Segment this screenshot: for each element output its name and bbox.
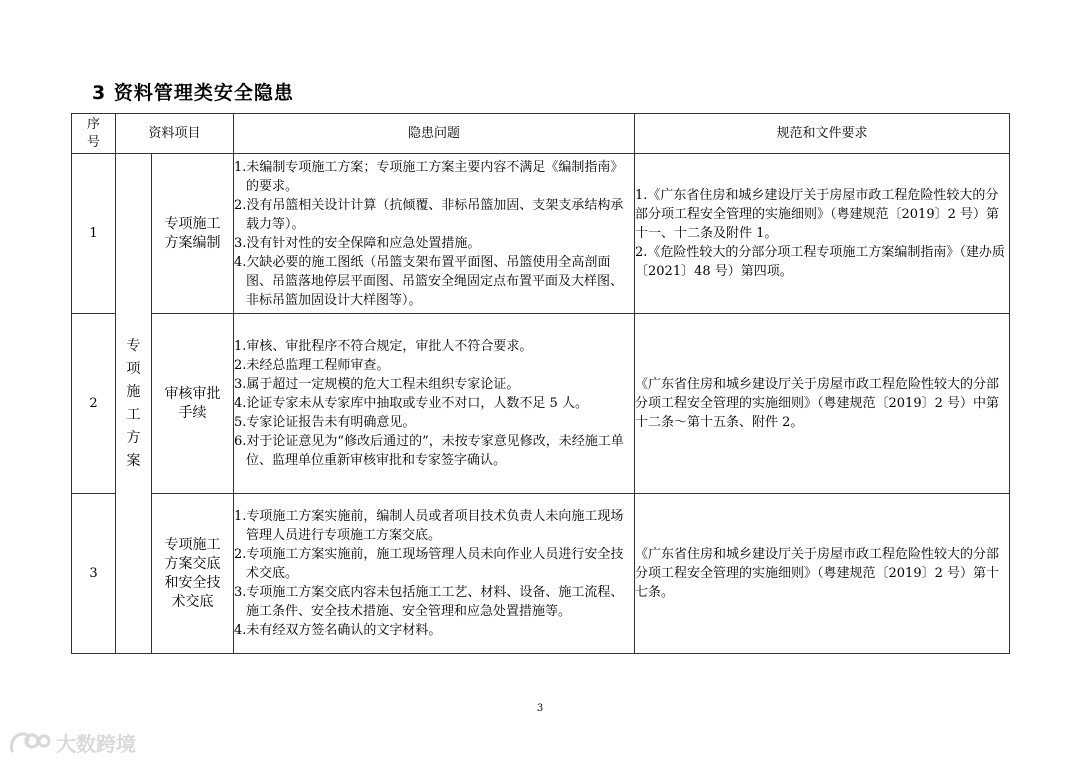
standard-item: 《广东省住房和城乡建设厅关于房屋市政工程危险性较大的分部分项工程安全管理的实施细则》（粤建规范〔2019〕2 号）中第十二条～第十五条、附件 2。	[635, 377, 1000, 430]
hazard-table	[71, 113, 1010, 654]
header-no: 序号	[72, 114, 116, 154]
item-name: 审核审批手续	[164, 385, 221, 421]
watermark	[8, 728, 136, 757]
row-number: 3	[72, 494, 116, 654]
issue-item: 2.未经总监理工程师审查。	[234, 358, 390, 373]
issues-cell	[234, 154, 635, 314]
standard-item: 1.《广东省住房和城乡建设厅关于房屋市政工程危险性较大的分部分项工程安全管理的实施细则》（粤建规范〔2019〕2 号）第十一、十二条及附件 1。	[635, 188, 1000, 241]
watermark-text: 大数跨境	[56, 732, 136, 756]
issue-item: 4.欠缺必要的施工图纸（吊篮支架布置平面图、吊篮使用全高剖面图、吊篮落地停层平面图、吊篮安全绳固定点布置平面及大样图、非标吊篮加固设计大样图等）。	[234, 254, 624, 308]
issue-item: 2.专项施工方案实施前，施工现场管理人员未向作业人员进行安全技术交底。	[234, 547, 624, 581]
section-heading: 3 资料管理类安全隐患	[92, 82, 294, 104]
issue-item: 3.没有针对性的安全保障和应急处置措施。	[234, 235, 481, 251]
item-cell	[152, 154, 234, 314]
row-number: 2	[72, 314, 116, 494]
issue-item: 6.对于论证意见为“修改后通过的”，未按专家意见修改，未经施工单位、监理单位重新审核审批和专家签字确认。	[234, 434, 624, 468]
issue-item: 3.属于超过一定规模的危大工程未组织专家论证。	[234, 377, 520, 392]
issue-item: 1.专项施工方案实施前，编制人员或者项目技术负责人未向施工现场管理人员进行专项施工方案交底。	[234, 509, 624, 543]
category-label: 专项施工方案	[126, 337, 141, 469]
item-name: 专项施工方案交底和安全技术交底	[164, 536, 221, 610]
standards-cell	[635, 494, 1010, 654]
page-number: 3	[536, 703, 544, 714]
standard-item: 2.《危险性较大的分部分项工程专项施工方案编制指南》（建办质〔2021〕48 号）第四项。	[635, 245, 1005, 279]
issue-item: 1.审核、审批程序不符合规定，审批人不符合要求。	[234, 339, 533, 354]
standards-cell	[635, 154, 1010, 314]
standard-item: 《广东省住房和城乡建设厅关于房屋市政工程危险性较大的分部分项工程安全管理的实施细则》（粤建规范〔2019〕2 号）第十七条。	[635, 547, 1000, 600]
dashujuajing-logo-icon	[8, 731, 52, 755]
standards-cell	[635, 314, 1010, 494]
table-row	[72, 314, 1010, 494]
issue-item: 1.未编制专项施工方案；专项施工方案主要内容不满足《编制指南》的要求。	[234, 159, 624, 194]
header-item: 资料项目	[116, 114, 234, 154]
issue-item: 5.专家论证报告未有明确意见。	[234, 415, 416, 430]
table-header-row	[72, 114, 1010, 154]
item-name: 专项施工方案编制	[164, 215, 221, 251]
issues-cell	[234, 314, 635, 494]
item-cell	[152, 314, 234, 494]
row-number: 1	[72, 154, 116, 314]
header-issues: 隐患问题	[234, 114, 635, 154]
issue-item: 2.没有吊篮相关设计计算（抗倾覆、非标吊篮加固、支架支承结构承载力等）。	[234, 197, 624, 232]
header-standards: 规范和文件要求	[635, 114, 1010, 154]
issue-item: 4.论证专家未从专家库中抽取或专业不对口，人数不足 5 人。	[234, 396, 588, 411]
item-cell	[152, 494, 234, 654]
table-row	[72, 494, 1010, 654]
issue-item: 3.专项施工方案交底内容未包括施工工艺、材料、设备、施工流程、施工条件、安全技术措施、安全管理和应急处置措施等。	[234, 585, 624, 619]
table-row	[72, 154, 1010, 314]
issues-cell	[234, 494, 635, 654]
issue-item: 4.未有经双方签名确认的文字材料。	[234, 623, 442, 638]
category-cell	[116, 154, 152, 654]
